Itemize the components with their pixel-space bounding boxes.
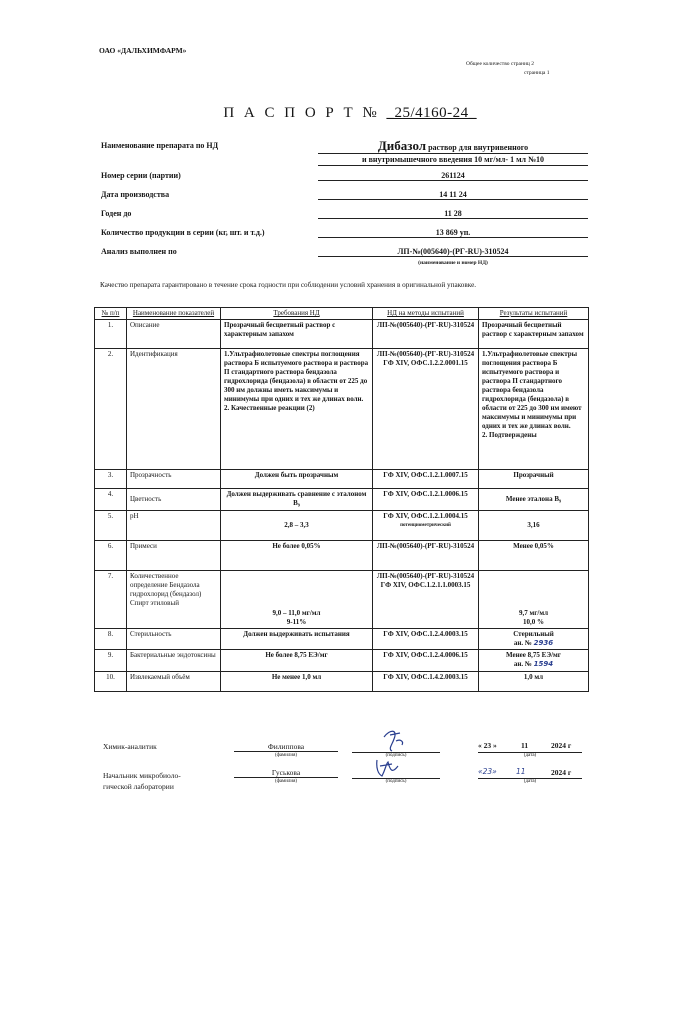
head-name: Гуськова (234, 768, 338, 778)
chemist-signature-icon (380, 727, 408, 753)
row-method: ГФ XIV, ОФС.1.2.4.0006.15 (373, 650, 479, 672)
result-uv: 1.Ультрафиолетовые спектры поглощения раствора Б испытуемого раствора и раствора П стандартного раствора бендазола гидрохлорида (бендазола) в области от 225 до 300 нм имеют максимумы и минимумы при одних и тех же длинах волн. (482, 350, 582, 430)
head-date-year: 2024 г (551, 768, 572, 777)
result-reactions: 2. Подтверждены (482, 431, 537, 439)
row-name: Идентификация (127, 349, 221, 470)
row-method: ЛП-№(005640)-(РГ-RU)-310524 ГФ XIV, ОФС.1.2.1.1.0003.15 (373, 571, 479, 629)
row-number: 8. (95, 629, 127, 650)
table-row (95, 511, 589, 541)
row-number: 4. (95, 489, 127, 511)
series-label: Номер серии (партии) (101, 171, 181, 180)
chemist-date-day: « 23 » (478, 741, 497, 750)
quality-note: Качество препарата гарантировано в течение срока годности при соблюдении условий хранения в оригинальной упаковке. (100, 281, 477, 289)
pages-total: Общее количество страниц 2 (466, 61, 534, 67)
row-name: Цветность (127, 489, 221, 511)
row-name: Стерильность (127, 629, 221, 650)
row-requirement: Должен выдерживать испытания (221, 629, 373, 650)
head-signature-icon (372, 754, 402, 780)
analysis-prefix: ан. № (513, 639, 532, 647)
analysis-caption: (наименование и номер НД) (418, 260, 488, 266)
head-date-day: «23» (478, 767, 497, 776)
row-result: 3,16 (479, 511, 589, 541)
row-method: ГФ XIV, ОФС.1.2.1.0006.15 (373, 489, 479, 511)
row-number: 1. (95, 320, 127, 349)
table-row (95, 571, 589, 629)
table-row (95, 541, 589, 571)
row-method: ГФ XIV, ОФС.1.4.2.0003.15 (373, 672, 479, 692)
quantity-value: 13 869 уп. (318, 228, 588, 238)
requirement-reactions: 2. Качественные реакции (2) (224, 404, 315, 412)
row-number: 2. (95, 349, 127, 470)
head-date-month: 11 (516, 767, 526, 776)
row-method (373, 511, 479, 541)
analysis-number (482, 639, 585, 648)
row-number: 10. (95, 672, 127, 692)
drug-name-big: Дибазол (377, 138, 427, 153)
row-requirement: Не более 0,05% (221, 541, 373, 571)
row-method: ГФ XIV, ОФС.1.2.4.0003.15 (373, 629, 479, 650)
page-current: страница 1 (524, 70, 550, 76)
row-method: ЛП-№(005640)-(РГ-RU)-310524 ГФ XIV, ОФС.1.2.2.0001.15 (373, 349, 479, 470)
page-count (466, 60, 550, 78)
chemist-role: Химик-аналитик (103, 742, 157, 751)
chemist-name-caption: (фамилия) (274, 753, 298, 758)
method-note: потенциометрический (400, 523, 451, 528)
row-name: pH (127, 511, 221, 541)
row-name: Прозрачность (127, 470, 221, 489)
row-result (479, 650, 589, 672)
analysis-prefix: ан. № (513, 660, 532, 668)
head-name-caption: (фамилия) (274, 779, 298, 784)
row-result (479, 349, 589, 470)
row-result: Прозрачный (479, 470, 589, 489)
header-number: № п/п (95, 308, 127, 320)
requirement-ethanol: 9-11% (286, 618, 307, 626)
header-name: Наименование показателей (127, 308, 221, 320)
row-requirement: Не менее 1,0 мл (221, 672, 373, 692)
chemist-sign-caption: (подпись) (385, 753, 407, 758)
row-method: ЛП-№(005640)-(РГ-RU)-310524 (373, 320, 479, 349)
row-number: 5. (95, 511, 127, 541)
drug-name-line2: и внутримышечного введения 10 мг/мл- 1 мл №10 (318, 154, 588, 166)
table-row (95, 320, 589, 349)
requirement-bendazol: 9,0 – 11,0 мг/мл (272, 609, 321, 617)
drug-name (318, 140, 588, 166)
row-name: Количественное определение Бендазола гидрохлорид (бендазол) Спирт этиловый (127, 571, 221, 629)
row-name: Извлекаемый объём (127, 672, 221, 692)
prod-date-value: 14 11 24 (318, 190, 588, 200)
row-result: Менее 0,05% (479, 541, 589, 571)
expiry-value: 11 28 (318, 209, 588, 219)
row-requirement: Должен быть прозрачным (221, 470, 373, 489)
header-requirements: Требования НД (221, 308, 373, 320)
table-row (95, 629, 589, 650)
head-date-caption: (дата) (523, 779, 537, 784)
table-row (95, 470, 589, 489)
row-number: 3. (95, 470, 127, 489)
drug-name-line1: раствор для внутривенного (426, 143, 529, 152)
chemist-date-caption: (дата) (523, 753, 537, 758)
row-number: 9. (95, 650, 127, 672)
title-prefix: П А С П О Р Т № (223, 105, 380, 121)
result-endotoxins: Менее 8,75 ЕЭ/мг (506, 651, 561, 659)
analysis-value: ЛП-№(005640)-(РГ-RU)-310524 (318, 247, 588, 257)
document-title (0, 105, 700, 122)
table-row (95, 650, 589, 672)
row-name: Примеси (127, 541, 221, 571)
prod-date-label: Дата производства (101, 190, 170, 199)
row-method: ГФ XIV, ОФС.1.2.1.0007.15 (373, 470, 479, 489)
row-result: Менее эталона B₉ (479, 489, 589, 511)
company-name: ОАО «ДАЛЬХИМФАРМ» (99, 46, 187, 55)
chemist-date-month: 11 (521, 741, 529, 750)
method-text: ГФ XIV, ОФС.1.2.1.0004.15 (383, 512, 468, 520)
row-result (479, 629, 589, 650)
row-requirement: Прозрачный бесцветный раствор с характерным запахом (221, 320, 373, 349)
analysis-label: Анализ выполнен по (101, 247, 177, 256)
row-requirement (221, 571, 373, 629)
drug-label: Наименование препарата по НД (101, 141, 219, 150)
row-result (479, 571, 589, 629)
header-method: НД на методы испытаний (373, 308, 479, 320)
row-number: 7. (95, 571, 127, 629)
handwritten-number: 1594 (533, 660, 554, 668)
chemist-date-year: 2024 г (551, 741, 572, 750)
header-results: Результаты испытаний (479, 308, 589, 320)
head-sign-caption: (подпись) (385, 779, 407, 784)
quantity-label: Количество продукции в серии (кг, шт. и т.д.) (101, 228, 265, 237)
row-requirement: Не более 8,75 ЕЭ/мг (221, 650, 373, 672)
handwritten-number: 2936 (533, 639, 554, 647)
row-method: ЛП-№(005640)-(РГ-RU)-310524 (373, 541, 479, 571)
requirement-uv: 1.Ультрафиолетовые спектры поглощения раствора Б испытуемого раствора и раствора П стандартного раствора бендазола гидрохлорида (бендазола) в области от 225 до 300 нм должны иметь максимумы и минимумы при одних и тех же длинах волн. (224, 350, 369, 403)
row-name: Бактериальные эндотоксины (127, 650, 221, 672)
passport-number: _25/4160-24_ (386, 105, 477, 121)
result-sterile: Стерильный (513, 630, 554, 638)
series-value: 261124 (318, 171, 588, 181)
row-requirement: Должен выдерживать сравнение с эталоном B₉ (221, 489, 373, 511)
head-role-line2: гической лаборатории (103, 782, 174, 791)
head-role (103, 770, 181, 792)
row-number: 6. (95, 541, 127, 571)
table-row (95, 489, 589, 511)
table-row (95, 672, 589, 692)
expiry-label: Годен до (101, 209, 132, 218)
row-result: Прозрачный бесцветный раствор с характерным запахом (479, 320, 589, 349)
table-header-row (95, 308, 589, 320)
chemist-name: Филиппова (234, 742, 338, 752)
analysis-number (482, 660, 585, 669)
result-ethanol: 10,0 % (523, 618, 544, 626)
row-requirement: 2,8 – 3,3 (221, 511, 373, 541)
table-row (95, 349, 589, 470)
row-name: Описание (127, 320, 221, 349)
results-table (94, 307, 589, 692)
result-bendazol: 9,7 мг/мл (518, 609, 549, 617)
head-role-line1: Начальник микробиоло- (103, 771, 181, 780)
row-result: 1,0 мл (479, 672, 589, 692)
row-requirement (221, 349, 373, 470)
